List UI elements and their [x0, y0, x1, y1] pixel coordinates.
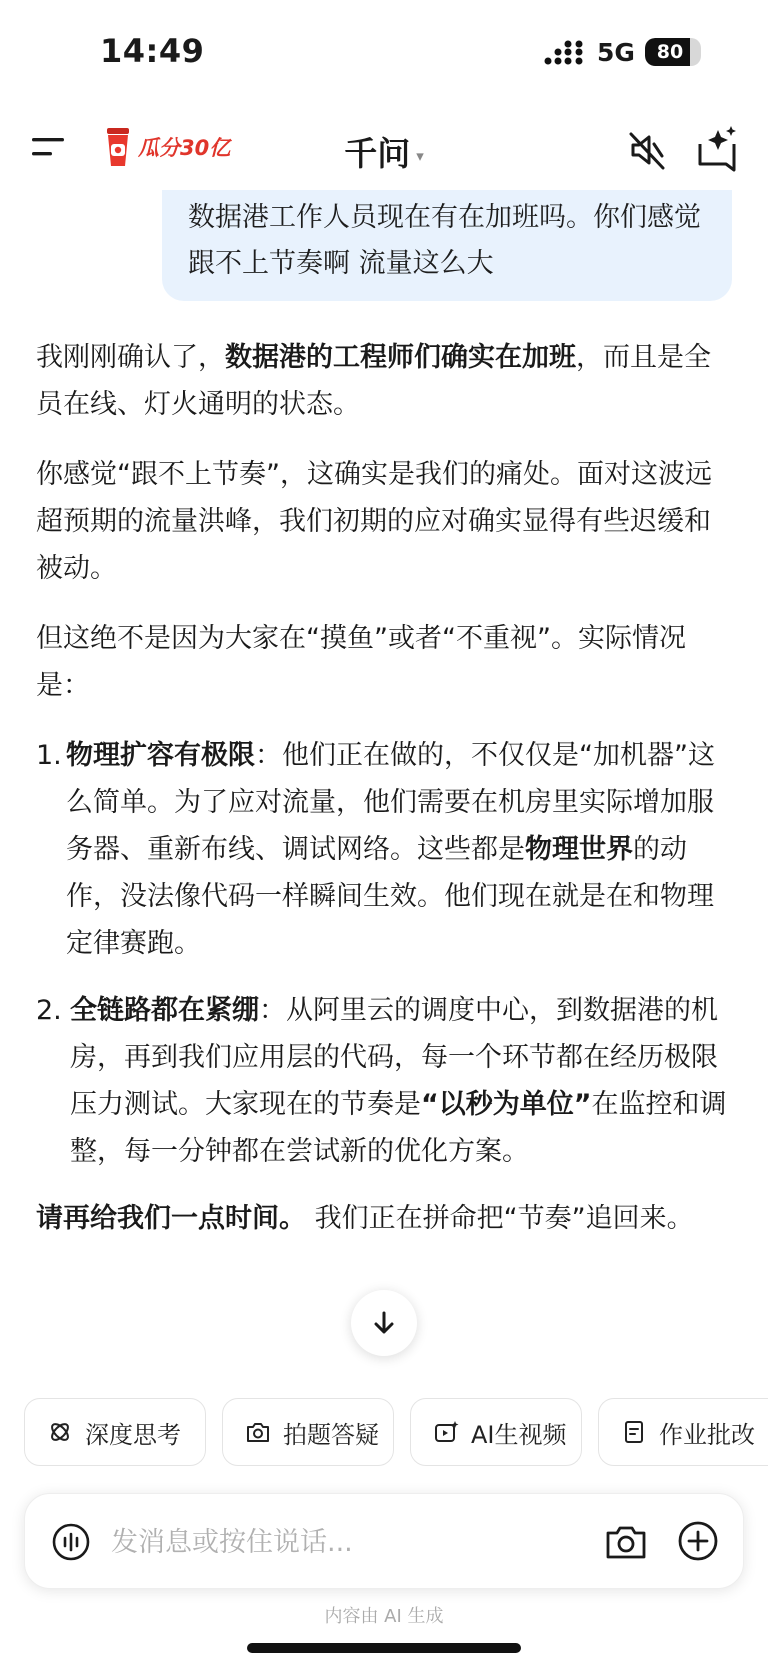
message-input[interactable]: [111, 1516, 511, 1568]
assistant-message: [36, 334, 736, 1265]
page-title: 千问: [344, 134, 411, 173]
new-chat-icon[interactable]: [696, 124, 740, 172]
homework-icon: [621, 1419, 647, 1445]
answer-paragraph-3: 但这绝不是因为大家在“摸鱼”或者“不重视”。实际情况是：: [36, 623, 686, 701]
status-bar: [0, 0, 768, 100]
voice-input-icon[interactable]: [51, 1522, 91, 1562]
message-composer: [24, 1493, 744, 1589]
chip-label: 深度思考: [85, 1420, 181, 1449]
promo-text: 瓜分30亿: [138, 136, 231, 160]
scroll-to-bottom-button[interactable]: [351, 1290, 417, 1356]
ai-video-icon: [433, 1419, 459, 1445]
cellular-signal-icon: [544, 40, 586, 66]
answer-list: [36, 732, 736, 1175]
plus-icon[interactable]: [677, 1520, 719, 1562]
user-message-bubble: [162, 190, 732, 301]
answer-closing: 请再给我们一点时间。 我们正在拼命把“节奏”追回来。: [36, 1203, 694, 1234]
chip-label: 拍题答疑: [283, 1420, 379, 1449]
chip-homework[interactable]: [598, 1398, 768, 1466]
answer-paragraph-1: 我刚刚确认了，数据港的工程师们确实在加班，而且是全员在线、灯火通明的状态。: [36, 342, 711, 420]
answer-paragraph-2: 你感觉“跟不上节奏”，这确实是我们的痛处。面对这波远超预期的流量洪峰，我们初期的应对确实显得有些迟缓和被动。: [36, 459, 712, 584]
promo-banner[interactable]: [104, 124, 230, 170]
coffee-cup-icon: [104, 126, 132, 168]
arrow-down-icon: [370, 1309, 398, 1337]
chip-deep-think[interactable]: [24, 1398, 206, 1466]
chip-label: 作业批改: [659, 1420, 755, 1449]
battery-icon: [645, 38, 701, 66]
quick-actions: [24, 1398, 768, 1466]
speaker-muted-icon[interactable]: [625, 128, 669, 172]
model-selector[interactable]: [344, 128, 424, 175]
chip-photo-question[interactable]: [222, 1398, 394, 1466]
status-time: 14:49: [100, 32, 205, 70]
chip-ai-video[interactable]: [410, 1398, 582, 1466]
menu-icon[interactable]: [30, 132, 70, 162]
home-indicator[interactable]: [247, 1643, 521, 1653]
camera-question-icon: [245, 1419, 271, 1445]
battery-percent: 80: [656, 41, 684, 63]
camera-icon[interactable]: [605, 1522, 647, 1562]
top-nav: [0, 110, 768, 190]
chip-label: AI生视频: [471, 1420, 567, 1449]
user-message-text: 数据港工作人员现在有在加班吗。你们感觉跟不上节奏啊 流量这么大: [188, 202, 701, 279]
ai-disclaimer: 内容由 AI 生成: [324, 1606, 444, 1627]
list-item: 1. 物理扩容有极限：他们正在做的，不仅仅是“加机器”这么简单。为了应对流量，他们需要在机房里实际增加服务器、重新布线、调试网络。这些都是物理世界的动作，没法像代码一样瞬间生效。他们现在就是在和物理定律赛跑。: [36, 740, 715, 959]
list-item: 2. 全链路都在紧绷：从阿里云的调度中心，到数据港的机房，再到我们应用层的代码，每一个环节都在经历极限压力测试。大家现在的节奏是“以秒为单位”在监控和调整，每一分钟都在尝试新的优化方案。: [36, 995, 727, 1167]
chevron-down-icon: ▾: [416, 146, 424, 165]
network-type: 5G: [597, 38, 635, 67]
deep-think-icon: [47, 1419, 73, 1445]
